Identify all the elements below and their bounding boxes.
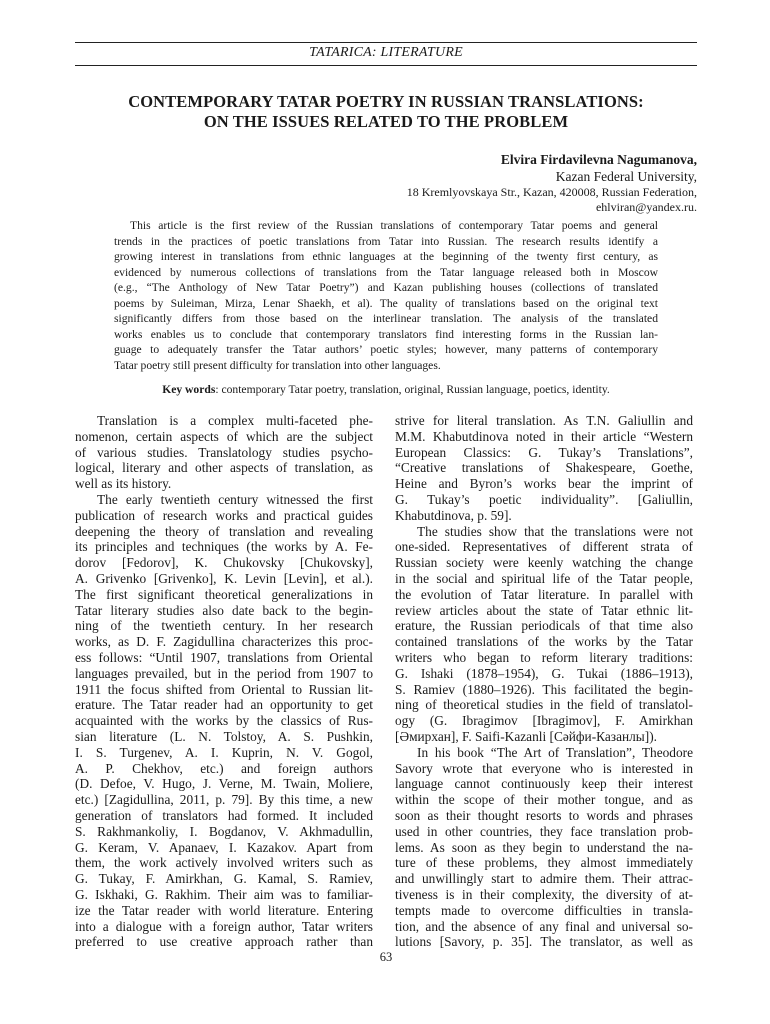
- keywords: [75, 383, 697, 396]
- abstract-line: works enables us to conclude that contemporary translators find interesting forms in the Russian lan-: [114, 327, 658, 341]
- body-line: A. Grivenko [Grivenko], K. Levin [Levin], et al.).: [75, 570, 373, 586]
- body-line: erature. The Tatar reader had an opportunity to get: [75, 697, 373, 713]
- body-line: ogy (G. Ibragimov [Ibragimov], F. Amirkhan: [395, 713, 693, 729]
- body-line: used in other countries, they face translation prob-: [395, 823, 693, 839]
- body-line: publication of research works and practical guides: [75, 507, 373, 523]
- body-line: S. Ramiev (1880–1926). This facilitated the begin-: [395, 681, 693, 697]
- abstract-line: This article is the first review of the Russian translations of contemporary Tatar poems and general: [130, 219, 658, 232]
- body-line: and unwillingly start to admire them. Their attrac-: [395, 871, 693, 887]
- body-line: lems. As soon as they begin to understand the na-: [395, 839, 693, 855]
- body-line: generation of translators had formed. It included: [75, 807, 373, 823]
- body-line: [Әмирхан], F. Saifi-Kazanli [Сәйфи-Казанлы]).: [395, 728, 657, 744]
- body-line: S. Rakhmankoliy, I. Bogdanov, V. Akhmadullin,: [75, 823, 373, 839]
- body-line: The studies show that the translations were not: [417, 523, 693, 539]
- body-line: in the social and spiritual life of the Tatar people,: [395, 570, 693, 586]
- page-number: 63: [379, 950, 393, 964]
- body-line: contained translations of the works by the Tatar: [395, 634, 693, 650]
- body-line: A. P. Chekhov, etc.) and foreign authors: [75, 760, 373, 776]
- title-line-1: CONTEMPORARY TATAR POETRY IN RUSSIAN TRANSLATIONS:: [128, 92, 644, 111]
- body-line: them, the work actively involved writers such as: [75, 855, 373, 871]
- abstract-line: trends in the practices of poetic translations from Tatar into Russian. The research results identify a: [114, 234, 658, 248]
- body-line: erature, the Russian periodicals of that time also: [395, 618, 693, 634]
- body-line: logical, literary and other aspects of translation, as: [75, 460, 373, 476]
- body-line: tempts made to overcome difficulties in transla-: [395, 902, 693, 918]
- body-line: the evolution of Tatar literature. In parallel with: [395, 586, 693, 602]
- body-line: Tatar literary studies also date back to the begin-: [75, 602, 373, 618]
- body-line: within the scope of their mother tongue, and as: [395, 792, 693, 808]
- body-line: writers who began to reform literary traditions:: [395, 649, 693, 665]
- abstract-line: growing interest in translations from ethnic languages at the beginning of the twenty first century, as: [114, 250, 658, 264]
- body-line: ning of theoretical studies in the field of translatol-: [395, 697, 693, 713]
- body-line: Khabutdinova, p. 59].: [395, 507, 512, 523]
- body-line: (D. Defoe, V. Hugo, J. Verne, M. Twain, Moliere,: [75, 776, 373, 792]
- abstract-line: poems by Suleiman, Mirza, Lenar Shaekh, et al). The quality of translations based on the original text: [114, 296, 658, 310]
- running-head: TATARICA: LITERATURE: [309, 45, 463, 60]
- abstract-line: guage to adequately transfer the Tatar authors’ poetic styles; however, many patterns of contemporary: [114, 343, 658, 357]
- body-line: preferred to use creative approach rather than: [75, 934, 373, 950]
- body-line: well as its history.: [75, 476, 172, 492]
- article-title: [75, 92, 697, 132]
- body-column-left: [75, 413, 373, 950]
- body-line: “Creative translations of Shakespeare, Goethe,: [395, 460, 693, 476]
- body-line: one-sided. Representatives of different strata of: [395, 539, 693, 555]
- body-line: of various studies. Translatology studies psycho-: [75, 444, 373, 460]
- body-line: lutions [Savory, p. 35]. The translator, as well as: [395, 934, 693, 950]
- abstract-line: (e.g., “The Anthology of New Tatar Poetry”) and Kazan publishing houses (collections of translated: [114, 281, 658, 295]
- body-line: European Classics: G. Tukay’s Translations”,: [395, 444, 693, 460]
- body-line: tiveness is in their complexity, the diversity of at-: [395, 886, 693, 902]
- keywords-text: : contemporary Tatar poetry, translation, original, Russian language, poetics, identity.: [215, 383, 610, 396]
- author-institution: Kazan Federal University,: [555, 169, 697, 184]
- body-line: sian literature (L. N. Tolstoy, A. S. Pushkin,: [75, 728, 373, 744]
- body-line: G. Ishaki (1878–1954), G. Tukai (1886–1913),: [395, 665, 693, 681]
- body-line: G. Iskhaki, G. Rakhim. Their aim was to familiar-: [75, 886, 373, 902]
- body-line: I. S. Turgenev, A. I. Kuprin, N. V. Gogol,: [75, 744, 373, 760]
- body-line: 1911 the focus shifted from Oriental to Russian lit-: [75, 681, 373, 697]
- running-head-rule-top: [75, 42, 697, 43]
- body-line: G. Tukay’s poetic individuality”. [Galiullin,: [395, 491, 693, 507]
- body-line: ture of these problems, they almost immediately: [395, 855, 693, 871]
- abstract-line: evidenced by numerous collections of translations from the Tatar language released both in Moscow: [114, 265, 658, 279]
- body-line: The early twentieth century witnessed the first: [97, 491, 373, 507]
- body-line: works, as D. F. Zagidullina characterizes this proc-: [75, 634, 373, 650]
- body-line: dorov [Fedorov], K. Chukovsky [Chukovsky],: [75, 555, 373, 571]
- body-line: ize the Tatar reader with world literature. Entering: [75, 902, 373, 918]
- body-line: languages prevailed, but in the period from 1907 to: [75, 665, 373, 681]
- body-line: its principles and techniques (the works by A. Fe-: [75, 539, 373, 555]
- body-line: nomenon, certain aspects of which are the subject: [75, 428, 373, 444]
- body-line: ess follows: “Until 1907, translations from Oriental: [75, 649, 373, 665]
- body-line: language cannot continuously keep their interest: [395, 776, 693, 792]
- abstract-line: Tatar poetry still present difficulty for translation into other languages.: [114, 358, 441, 372]
- body-line: In his book “The Art of Translation”, Theodore: [417, 744, 693, 760]
- body-line: G. Keram, V. Apanaev, I. Kazakov. Apart from: [75, 839, 373, 855]
- body-column-right: [395, 413, 693, 950]
- title-line-2: ON THE ISSUES RELATED TO THE PROBLEM: [203, 112, 569, 131]
- body-line: Heine and Byron’s works bear the imprint of: [395, 476, 693, 492]
- keywords-label: Key words: [162, 383, 216, 396]
- body-line: Translation is a complex multi-faceted phe-: [97, 413, 373, 428]
- body-line: tion, and the absence of any final and universal so-: [395, 918, 693, 934]
- abstract-line: significantly differs from those based on the interlinear translation. The analysis of the translated: [114, 312, 658, 326]
- author-address: 18 Kremlyovskaya Str., Kazan, 420008, Russian Federation,: [406, 185, 697, 199]
- body-line: into a dialogue with a foreign author, Tatar writers: [75, 918, 373, 934]
- body-line: acquainted with the works by the classics of Rus-: [75, 713, 373, 729]
- body-line: soon as their thought resorts to words and phrases: [395, 807, 693, 823]
- body-line: ning of the twentieth century. In her research: [75, 618, 373, 634]
- author-name: Elvira Firdavilevna Nagumanova,: [500, 152, 697, 167]
- body-line: M.M. Khabutdinova noted in their article “Western: [395, 428, 693, 444]
- body-line: Savory wrote that everyone who is interested in: [395, 760, 693, 776]
- body-line: review articles about the state of Tatar ethnic lit-: [395, 602, 693, 618]
- abstract: [114, 218, 658, 373]
- author-email: ehlviran@yandex.ru.: [595, 200, 697, 214]
- body-line: G. Tukay, F. Amirkhan, G. Kamal, S. Ramiev,: [75, 871, 373, 887]
- body-line: deepening the theory of translation and revealing: [75, 523, 373, 539]
- body-line: The first significant theoretical generalizations in: [75, 586, 373, 602]
- body-line: strive for literal translation. As T.N. Galiullin and: [395, 413, 693, 428]
- running-head-rule-bottom: [75, 65, 697, 66]
- body-line: etc.) [Zagidullina, 2011, p. 79]. By this time, a new: [75, 792, 373, 808]
- body-line: Russian society were keenly watching the change: [395, 555, 693, 571]
